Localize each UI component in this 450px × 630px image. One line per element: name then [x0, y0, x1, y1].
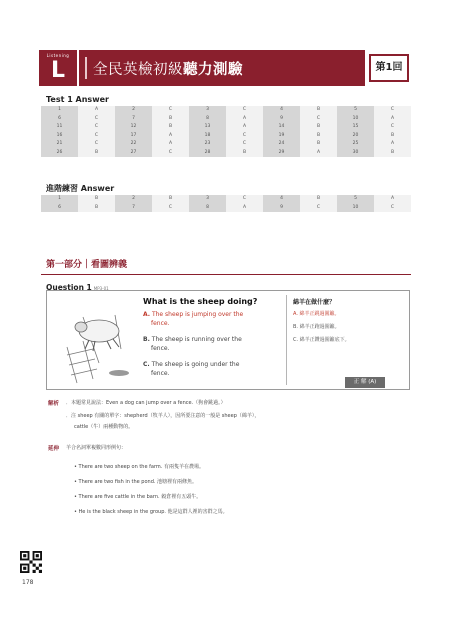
answer-cell: B [78, 149, 115, 158]
option-letter: B. [143, 336, 150, 343]
option-a [143, 310, 285, 328]
answer-cell: B [374, 149, 411, 158]
example-sentence: • There are five cattle in the barn. 穀倉裡有五頭牛。 [74, 494, 202, 500]
test1-answer-label: Test 1 Answer [46, 95, 109, 104]
answer-cell: C [374, 123, 411, 132]
answer-row [41, 195, 411, 204]
answer-cell: C [300, 115, 337, 124]
question-number-cell: 19 [263, 132, 300, 141]
answer-row [41, 132, 411, 141]
question-number-cell: 16 [41, 132, 78, 141]
extension-tag: 延伸 [48, 446, 60, 452]
title-separator [85, 57, 87, 79]
answer-cell: C [226, 140, 263, 149]
question-number-cell: 3 [189, 106, 226, 115]
answer-cell: A [226, 123, 263, 132]
answer-cell: A [374, 140, 411, 149]
option-b [143, 335, 285, 353]
question-number-cell: 4 [263, 195, 300, 204]
question-number-cell: 12 [115, 123, 152, 132]
question-number-cell: 21 [41, 140, 78, 149]
answer-row [41, 149, 411, 158]
answer-row [41, 115, 411, 124]
question-number-cell: 20 [337, 132, 374, 141]
question-number-cell: 10 [337, 204, 374, 213]
answer-row [41, 204, 411, 213]
option-text: The sheep is jumping over the [151, 311, 244, 318]
question-number-cell: 9 [263, 204, 300, 213]
translation-a: A. 綿羊正跳過圍籬。 [293, 311, 340, 317]
question-number-cell: 23 [189, 140, 226, 149]
question-number-cell: 30 [337, 149, 374, 158]
answer-cell: B [300, 123, 337, 132]
example-sentence: • There are two sheep on the farm. 有兩隻羊在農場。 [74, 464, 204, 470]
answer-cell: C [374, 106, 411, 115]
question-number-cell: 28 [189, 149, 226, 158]
option-text-cont: fence. [151, 345, 170, 352]
sentence-zh: 池塘裡有兩條魚。 [157, 479, 198, 485]
answer-cell: B [300, 132, 337, 141]
question-number-cell: 6 [41, 204, 78, 213]
question-number-cell: 26 [41, 149, 78, 158]
answer-cell: C [152, 149, 189, 158]
title-bar [79, 50, 365, 86]
answer-cell: C [78, 115, 115, 124]
answer-cell: B [226, 149, 263, 158]
sentence-zh: 穀倉裡有五頭牛。 [161, 494, 202, 500]
sentence-zh: 有兩隻羊在農場。 [163, 464, 204, 470]
answer-cell: C [226, 106, 263, 115]
question-number-cell: 27 [115, 149, 152, 158]
option-c [143, 360, 285, 378]
explanation-line-3: cattle（牛）兩種動物的。 [74, 424, 134, 430]
example-sentence: • He is the black sheep in the group. 他是這群人裡的害群之馬。 [74, 509, 228, 515]
sentence-en: There are five cattle in the barn. [78, 494, 160, 500]
practice-answer-table [41, 195, 411, 212]
explanation-line-1: ．本題常見說法：Even a dog can jump over a fence.（狗會跳過。） [66, 400, 226, 406]
answer-cell: A [152, 140, 189, 149]
question-number-cell: 1 [41, 106, 78, 115]
option-text: The sheep is running over the [151, 336, 242, 343]
part-divider [41, 274, 411, 275]
question-number-cell: 4 [263, 106, 300, 115]
column-divider [286, 295, 287, 385]
answer-cell: B [374, 132, 411, 141]
explanation-line-2: ．注 sheep 有關的單字：shepherd（牧羊人），因所要注意的一般是 sheep（綿羊）， [66, 413, 260, 419]
sentence-en: There are two sheep on the farm. [78, 464, 163, 470]
answer-cell: B [152, 115, 189, 124]
section-badge [39, 50, 77, 86]
answer-cell: C [374, 204, 411, 213]
option-text-cont: fence. [151, 370, 170, 377]
part-heading: 第一部分｜看圖辨義 [46, 260, 128, 270]
answer-cell: A [374, 115, 411, 124]
badge-letter: L [50, 58, 66, 83]
answer-cell: B [152, 195, 189, 204]
answer-row [41, 123, 411, 132]
question-number-cell: 7 [115, 115, 152, 124]
question-prompt: What is the sheep doing? [143, 297, 258, 306]
answer-cell: B [300, 195, 337, 204]
answer-cell: A [300, 149, 337, 158]
question-number-cell: 5 [337, 195, 374, 204]
answer-box: 正 解 (A) [345, 377, 385, 388]
example-sentence: • There are two fish in the pond. 池塘裡有兩條魚。 [74, 479, 198, 485]
question-number-cell: 15 [337, 123, 374, 132]
answer-cell: A [152, 132, 189, 141]
badge-caption: Listening [46, 53, 70, 58]
question-number-cell: 6 [41, 115, 78, 124]
question-box [46, 290, 410, 390]
answer-cell: A [78, 106, 115, 115]
extension-intro: 羊合名詞單複數同形例句： [66, 445, 127, 451]
question-number-cell: 3 [189, 195, 226, 204]
question-number-cell: 7 [115, 204, 152, 213]
option-text: The sheep is going under the [151, 361, 240, 368]
question-number: Question 1 [46, 283, 92, 292]
page-number: 178 [22, 579, 34, 586]
audio-track: MP3-01 [93, 286, 109, 291]
answer-cell: A [374, 195, 411, 204]
practice-answer-label: 進階練習 Answer [46, 184, 115, 193]
set-label: 第1回 [369, 54, 409, 82]
option-letter: C. [143, 361, 150, 368]
question-number-cell: 25 [337, 140, 374, 149]
answer-cell: C [152, 204, 189, 213]
test1-answer-table [41, 106, 411, 157]
question-number-cell: 1 [41, 195, 78, 204]
question-number-cell: 8 [189, 204, 226, 213]
answer-row [41, 106, 411, 115]
question-number-cell: 13 [189, 123, 226, 132]
question-number-cell: 17 [115, 132, 152, 141]
translation-b: B. 綿羊正跑過圍籬。 [293, 324, 340, 330]
option-text-cont: fence. [151, 320, 170, 327]
answer-cell: B [152, 123, 189, 132]
answer-cell: C [78, 140, 115, 149]
question-number-cell: 9 [263, 115, 300, 124]
qr-code[interactable] [20, 551, 42, 573]
translation-heading: 綿羊在做什麼？ [293, 299, 336, 306]
answer-cell: B [78, 204, 115, 213]
question-number-cell: 29 [263, 149, 300, 158]
sentence-zh: 他是這群人裡的害群之馬。 [167, 509, 228, 515]
question-number-cell: 8 [189, 115, 226, 124]
title-bold: 聽力測驗 [183, 62, 243, 78]
question-number-cell: 14 [263, 123, 300, 132]
explanation-tag: 解析 [48, 401, 60, 407]
question-number-cell: 2 [115, 195, 152, 204]
answer-cell: B [300, 106, 337, 115]
chapter-header [39, 50, 409, 86]
question-number-cell: 24 [263, 140, 300, 149]
option-letter: A. [143, 311, 151, 318]
answer-cell: C [300, 204, 337, 213]
answer-cell: C [226, 132, 263, 141]
answer-cell: C [152, 106, 189, 115]
question-number-cell: 10 [337, 115, 374, 124]
answer-cell: B [300, 140, 337, 149]
title-regular: 全民英檢初級 [93, 62, 183, 78]
answer-cell: C [78, 123, 115, 132]
question-number-cell: 5 [337, 106, 374, 115]
answer-row [41, 140, 411, 149]
translation-c: C. 綿羊正鑽過圍籬底下。 [293, 337, 350, 343]
sentence-en: He is the black sheep in the group. [78, 509, 166, 515]
question-number-cell: 22 [115, 140, 152, 149]
question-number-cell: 11 [41, 123, 78, 132]
question-number-cell: 2 [115, 106, 152, 115]
answer-cell: C [78, 132, 115, 141]
page-title [93, 58, 243, 79]
sentence-en: There are two fish in the pond. [78, 479, 156, 485]
answer-cell: B [78, 195, 115, 204]
answer-cell: C [226, 195, 263, 204]
answer-cell: A [226, 204, 263, 213]
answer-cell: A [226, 115, 263, 124]
question-number-cell: 18 [189, 132, 226, 141]
